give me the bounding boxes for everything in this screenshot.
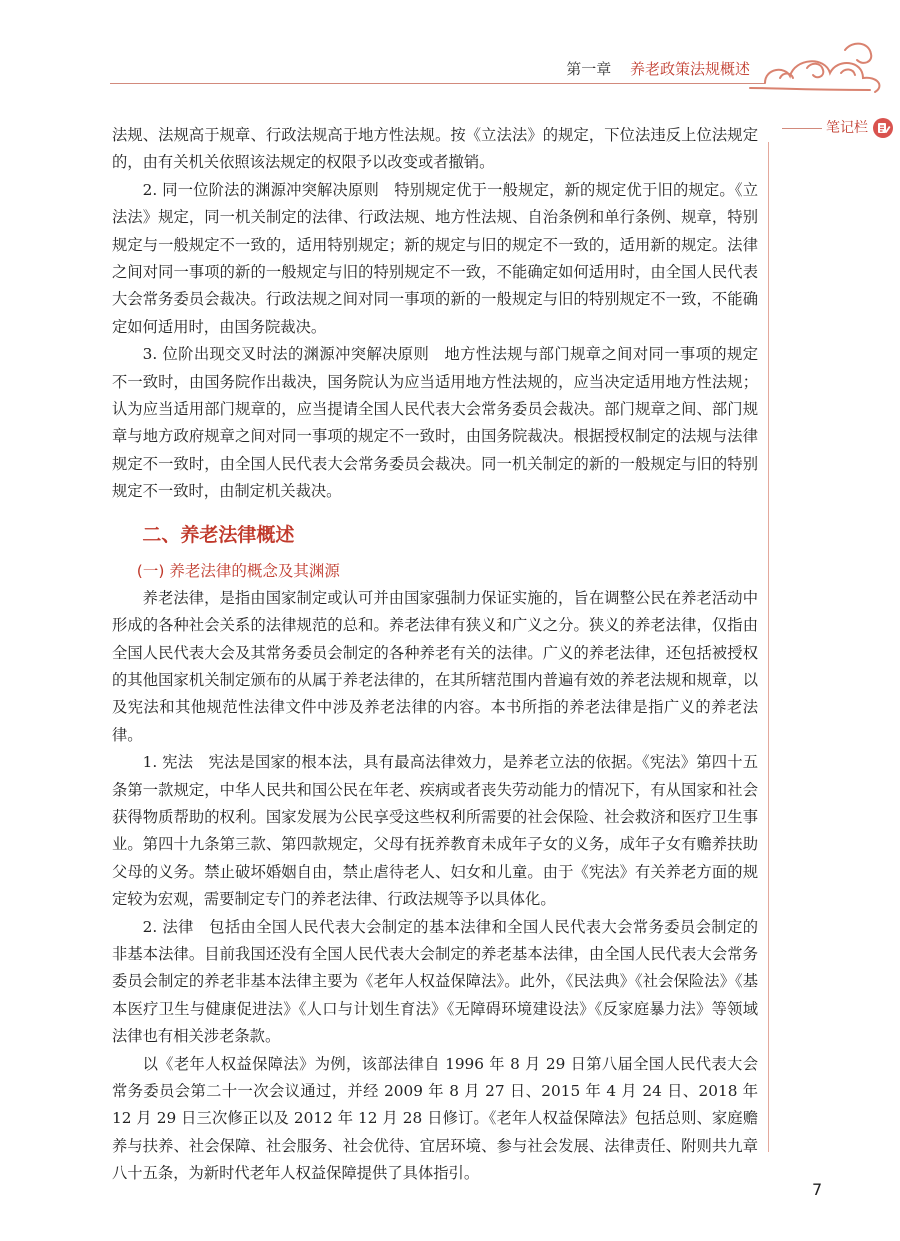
paragraph-same-rank-rule <box>112 177 758 341</box>
notes-column-tab <box>782 115 900 143</box>
item-text: 宪法是国家的根本法，具有最高法律效力，是养老立法的依据。《宪法》第四十五条第一款规定，中华人民共和国公民在年老、疾病或者丧失劳动能力的情况下，有从国家和社会获得物质帮助的权利。国家发展为公民享受这些权利所需要的社会保险、社会救济和医疗卫生事业。第四十九条第三款、第四款规定，父母有抚养教育未成年子女的义务，成年子女有赡养扶助父母的义务。禁止破坏婚姻自由，禁止虐待老人、妇女和儿童。由于《宪法》有关养老方面的规定较为宏观，需要制定专门的养老法律、行政法规等予以具体化。 <box>112 753 758 909</box>
paragraph-constitution <box>112 749 758 913</box>
section-heading: 二、养老法律概述 <box>142 523 295 546</box>
page-header <box>0 0 900 110</box>
notes-column-rule <box>768 142 769 1152</box>
item-lead: 3. 位阶出现交叉时法的渊源冲突解决原则 <box>142 345 430 364</box>
pencil-note-icon <box>872 117 894 139</box>
item-text: 地方性法规与部门规章之间对同一事项的规定不一致时，由国务院作出裁决，国务院认为应当适用地方性法规的，应当决定适用地方性法规；认为应当适用部门规章的，应当提请全国人民代表大会常务委员会裁决。部门规章之间、部门规章与地方政府规章之间对同一事项的规定不一致时，由国务院裁决。根据授权制定的法规与法律规定不一致时，由全国人民代表大会常务委员会裁决。同一机关制定的新的一般规定与旧的特别规定不一致时，由制定机关裁决。 <box>112 345 758 501</box>
main-text <box>112 122 758 1188</box>
item-text: 包括由全国人民代表大会制定的基本法律和全国人民代表大会常务委员会制定的非基本法律。目前我国还没有全国人民代表大会制定的养老基本法律，由全国人民代表大会常务委员会制定的养老非基本法律主要为《老年人权益保障法》。此外，《民法典》《社会保险法》《基本医疗卫生与健康促进法》《人口与计划生育法》《无障碍环境建设法》《反家庭暴力法》等领域法律也有相关涉老条款。 <box>112 917 758 1046</box>
paragraph-concept: 养老法律，是指由国家制定或认可并由国家强制力保证实施的，旨在调整公民在养老活动中形成的各种社会关系的法律规范的总和。养老法律有狭义和广义之分。狭义的养老法律，仅指由全国人民代表大会及其常务委员会制定的各种养老有关的法律。广义的养老法律，还包括被授权的其他国家机关制定颁布的从属于养老法律的，在其所辖范围内普遍有效的养老法规和规章，以及宪法和其他规范性法律文件中涉及养老法律的内容。本书所指的养老法律是指广义的养老法律。 <box>112 588 758 744</box>
item-text: 特别规定优于一般规定，新的规定优于旧的规定。《立法法》规定，同一机关制定的法律、行政法规、地方性法规、自治条例和单行条例、规章，特别规定与一般规定不一致的，适用特别规定；新的规定与旧的规定不一致的，适用新的规定。法律之间对同一事项的新的一般规定与旧的特别规定不一致，不能确定如何适用时，由全国人民代表大会常务委员会裁决。行政法规之间对同一事项的新的一般规定与旧的特别规定不一致，不能确定如何适用时，由国务院裁决。 <box>112 180 758 336</box>
paragraph-hierarchy-end: 法规、法规高于规章、行政法规高于地方性法规。按《立法法》的规定，下位法违反上位法规定的，由有关机关依照该法规定的权限予以改变或者撤销。 <box>112 126 758 172</box>
item-lead: 1. 宪法 <box>142 753 194 772</box>
paragraph-cross-rank-rule <box>112 341 758 505</box>
notes-tab-line <box>782 128 822 129</box>
paragraph-elderly-rights-law: 以《老年人权益保障法》为例，该部法律自 1996 年 8 月 29 日第八届全国人民代表大会常务委员会第二十一次会议通过，并经 2009 年 8 月 27 日、2015 年 4 月 24 日、2018 年 12 月 29 日三次修正以及 2012 年 12 月 28 日修订。《老年人权益保障法》包括总则、家庭赡养与扶养、社会保障、社会服务、社会优待、宜居环境、参与社会发展、法律责任、附则共九章八十五条，为新时代老年人权益保障提供了具体指引。 <box>112 1054 758 1183</box>
chapter-title: 养老政策法规概述 <box>629 60 750 78</box>
page-number: 7 <box>812 1180 823 1199</box>
notes-column-label: 笔记栏 <box>826 120 868 136</box>
item-lead: 2. 法律 <box>142 917 194 936</box>
running-header <box>566 58 750 79</box>
header-rule <box>110 83 765 84</box>
cloud-ornament-icon <box>745 28 895 98</box>
item-lead: 2. 同一位阶法的渊源冲突解决原则 <box>142 180 379 199</box>
chapter-label: 第一章 <box>566 60 612 78</box>
paragraph-laws <box>112 914 758 1051</box>
subsection-heading: (一) 养老法律的概念及其渊源 <box>136 561 340 580</box>
